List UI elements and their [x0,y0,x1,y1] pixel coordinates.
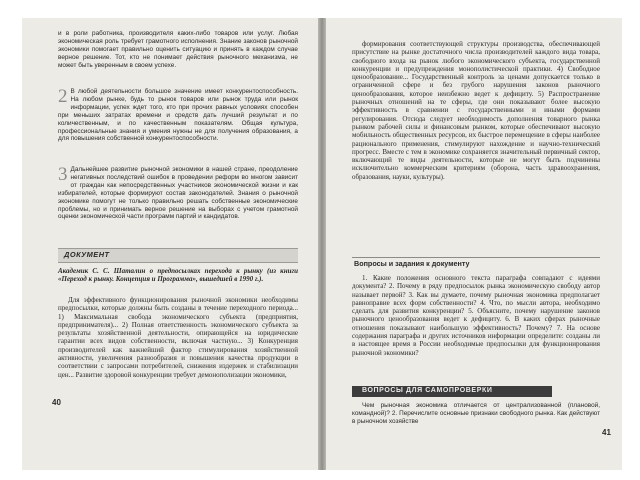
document-body-text: Для эффективного функционирования рыночной экономики необходимы предпосылки, которые должны быть созданы в течение переходного периода... 1) Максимальная свобода экономического субъекта (предприятия, предпринимателя)... 2) Полная ответственность экономического субъекта за результаты хозяйственной деятельности, опирающейся на юридические гарантии всех видов собственности, включая частную... 3) Конкуренция производителей как важнейший фактор стимулирования хозяйственной активности, увеличения разнообразия и повышения качества продукции в соответствии с запросами потребителей, снижения издержек и стабилизации цен... Развитие здоровой конкуренции требует демонополизации экономики, [58,296,298,379]
paragraph-2 [58,88,298,143]
document-source [58,267,298,284]
questions-header-text: Вопросы и задания к документу [354,259,470,268]
document-header-label: ДОКУМЕНТ [64,250,110,259]
paragraph-1-text: и в роли работника, производителя каких-либо товаров или услуг. Любая экономическая роль требует грамотного исполнения. Знание законов рыночной экономики помогает правильно оценить ситуацию и принять в каждом случае верное решение. Тот, кто не понимает действия рыночного механизма, не может быть уверенным в своем успехе. [58,30,298,69]
self-check-banner-label: ВОПРОСЫ ДЛЯ САМОПРОВЕРКИ [362,387,493,394]
paragraph-1 [58,30,298,70]
paragraph-3-text: Дальнейшее развитие рыночной экономики в нашей стране, преодоление негативных последствий ошибок в проведении реформ во многом зависит от граждан как непосредственных участников экономической жизни и как избирателей, которые формируют состав законодателей. Знания о рыночной экономике помогут не только правильно решать собственные экономические проблемы, но и принимать верное решение на выборах с учетом грамотной оценки экономической части программ партий и кандидатов. [58,166,298,221]
self-check-banner [352,386,552,397]
questions-rule [352,257,600,258]
right-page [326,18,622,470]
book-spread [22,18,622,470]
dropcap-2: 2 [58,86,68,107]
questions-header [354,260,600,268]
right-paragraph-top-text: формирования соответствующей структуры производства, обеспечивающей присутствие на рынке достаточного числа производителей каждого вида товара, свободного входа на рынок любого экономического субъекта, государственной конкуренции и предупреждения монополистической практики. 4) Свободное ценообразование... Государственный контроль за ценами допускается только в ограниченной сфере и без грубого нарушения законов рыночного ценообразования, которое неизбежно ведет к дефициту. 5) Распространение рыночных отношений на те сферы, где они показывают более высокую эффективность в сравнении с государственными и иными формами регулирования. Отсюда следует необходимость дополнения товарного рынка рынком рабочей силы и финансовым рынком, которые обеспечивают высокую мобильность общественных ресурсов, их быстрое перемещение в сферы наиболее рационального применения, стимулируют нахождение и научно-технический прогресс. Вместе с тем в экономике сохраняется значительный первичный сектор, включающий те виды деятельности, которые не могут быть подчинены исключительно коммерческим критериям (оборона, часть здравоохранения, образования, науки, культуры). [352,40,600,181]
document-source-text: Академик С. С. Шаталин о предпосылках перехода к рынку (из книги «Переход к рынку. Концепция и Программа», вышедшей в 1990 г.). [58,267,298,284]
self-check-body [352,402,600,426]
dropcap-3: 3 [58,164,68,185]
document-header [58,248,298,263]
left-page [22,18,318,470]
paragraph-2-text: В любой деятельности большое значение имеет конкурентоспособность. На любом рынке, будь то рынок товаров или рынок труда или рынок информации, успех ждет того, кто при прочих равных условиях способен при меньших затратах времени и средств дать лучший результат и по количественным, и по качественным показателям. Общая культура, профессиональные знания и умения нужны не для получения образования, а для повышения собственной конкурентоспособности. [58,88,298,143]
page-number-left: 40 [52,398,61,407]
book-gutter [318,18,326,470]
questions-body-text: 1. Какие положения основного текста параграфа совпадают с идеями документа? 2. Почему в ряду предпосылок рынка экономическую свободу автор называет первой? 3. Как вы думаете, почему рыночная экономика предполагает равноправие всех форм собственности? 4. Что, по мысли автора, необходимо сделать для развития конкуренции? 5. Объясните, почему нарушение законов рыночного ценообразования ведет к дефициту. 6. В каких сферах рыночные отношения показывают наибольшую эффективность? Почему? 7. На основе содержания параграфа и других источников информации определите: созданы ли в настоящее время в России необходимые предпосылки для функционирования рыночной экономики? [352,274,600,357]
document-body [58,296,298,379]
paragraph-3 [58,166,298,221]
page-number-right: 41 [602,428,611,437]
self-check-body-text: Чем рыночная экономика отличается от централизованной (плановой, командной)? 2. Перечислите основные признаки свободного рынка. Как действуют в рыночном хозяйстве [352,402,600,425]
right-paragraph-top [352,40,600,181]
questions-body [352,274,600,357]
